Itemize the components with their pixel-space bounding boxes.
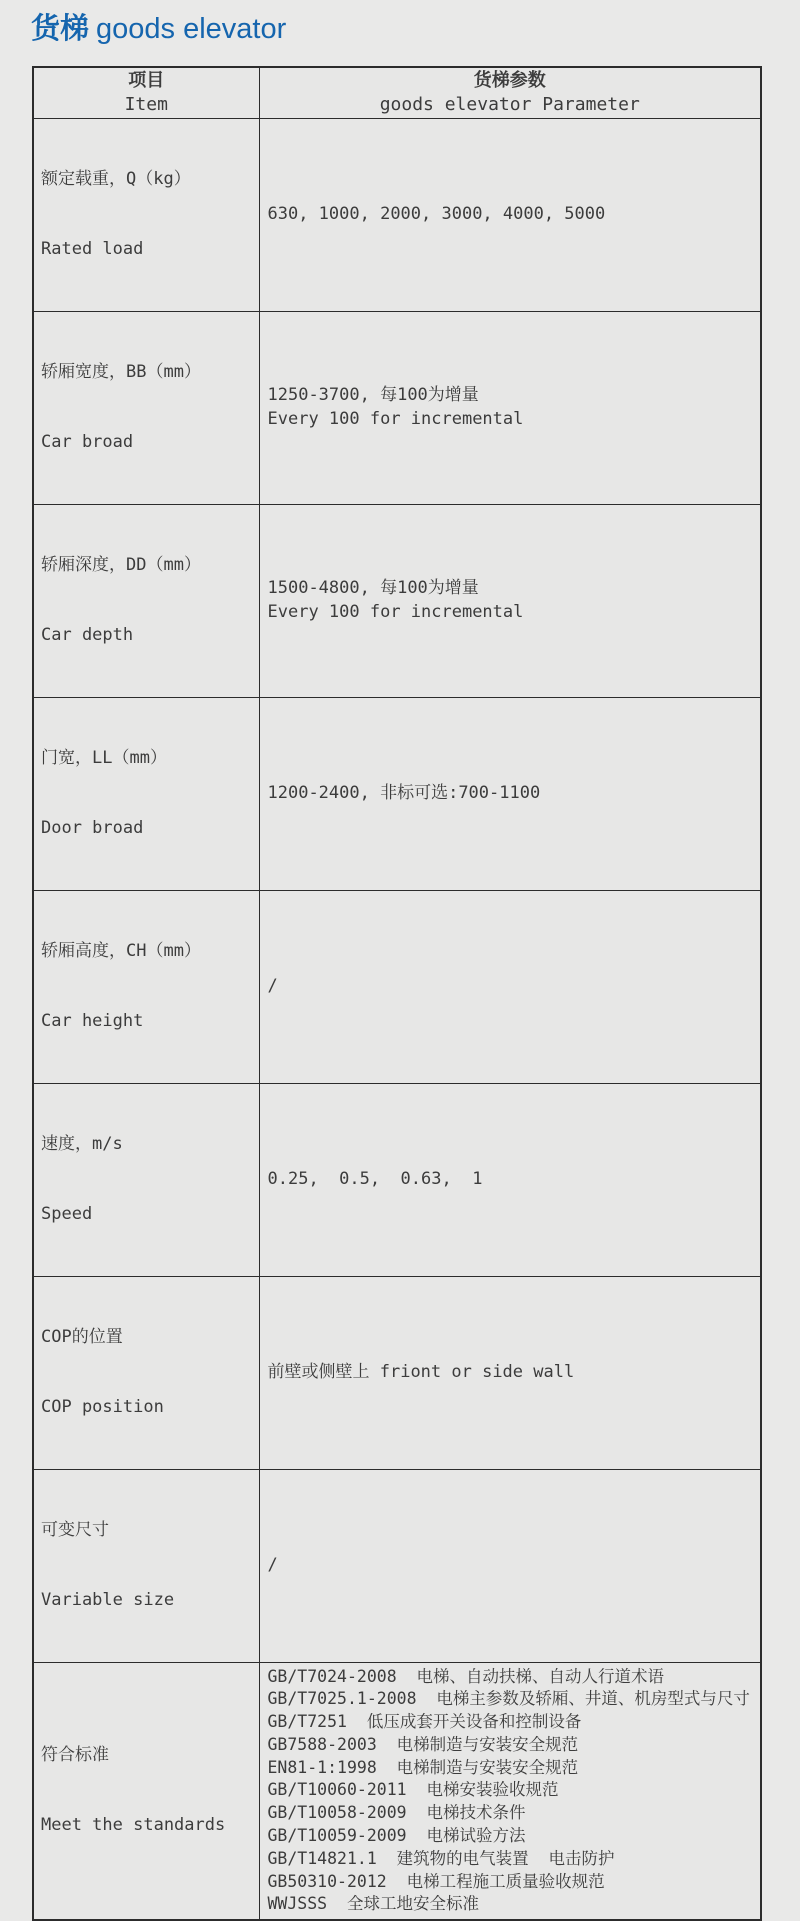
item-label-en: Car depth	[41, 625, 134, 645]
table-row-variable-size	[33, 1469, 761, 1662]
item-label-en: Rated load	[41, 239, 144, 259]
item-label-en: COP position	[41, 1397, 164, 1417]
item-label-zh: 轿厢深度，DD（mm）	[41, 554, 201, 575]
item-label-en: Car height	[41, 1011, 144, 1031]
item-label-zh: 轿厢高度，CH（mm）	[41, 940, 201, 961]
table-row-cop-position	[33, 1276, 761, 1469]
value-cell-door-broad: 1200-2400, 非标可选:700-1100	[259, 697, 761, 890]
table-row-meet-the-standards	[33, 1662, 761, 1920]
goods-elevator-parameter-table	[32, 66, 762, 1921]
value-cell-variable-size: /	[259, 1469, 761, 1662]
table-row-car-depth	[33, 504, 761, 697]
header-parameter-zh: 货梯参数	[473, 70, 546, 92]
item-cell-car-depth	[33, 504, 259, 697]
table-row-speed	[33, 1083, 761, 1276]
value-cell-cop-position: 前壁或侧壁上 friont or side wall	[259, 1276, 761, 1469]
item-cell-cop-position	[33, 1276, 259, 1469]
page-title-zh: 货梯	[31, 13, 90, 45]
table-row-car-height	[33, 890, 761, 1083]
header-item-en: Item	[124, 94, 168, 116]
header-parameter-en: goods elevator Parameter	[379, 94, 640, 116]
item-label-zh: COP的位置	[41, 1326, 123, 1347]
item-label-zh: 轿厢宽度，BB（mm）	[41, 361, 201, 382]
value-cell-car-depth: 1500-4800, 每100为增量 Every 100 for incremental	[259, 504, 761, 697]
item-cell-car-height	[33, 890, 259, 1083]
item-cell-speed	[33, 1083, 259, 1276]
item-label-zh: 额定载重，Q（kg）	[41, 168, 191, 189]
page-title-en: goods elevator	[96, 13, 287, 45]
header-parameter	[259, 67, 761, 118]
item-label-zh: 符合标准	[41, 1744, 109, 1765]
item-label-zh: 门宽，LL（mm）	[41, 747, 167, 768]
page-title	[31, 12, 286, 46]
item-label-zh: 速度，m/s	[41, 1133, 123, 1154]
table-row-rated-load	[33, 118, 761, 311]
item-label-en: Variable size	[41, 1590, 175, 1610]
table-row-door-broad	[33, 697, 761, 890]
value-cell-standards-list: GB/T7024-2008 电梯、自动扶梯、自动人行道术语 GB/T7025.1-2008 电梯主参数及轿厢、井道、机房型式与尺寸 GB/T7251 低压成套开关设备和控制设备 GB7588-2003 电梯制造与安装安全规范 EN81-1:1998 电梯制造与安装安全规范 GB/T10060-2011 电梯安装验收规范 GB/T10058-2009 电梯技术条件 GB/T10059-2009 电梯试验方法 GB/T14821.1 建筑物的电气装置 电击防护 GB50310-2012 电梯工程施工质量验收规范 WWJSSS 全球工地安全标准	[259, 1662, 761, 1920]
item-label-en: Meet the standards	[41, 1815, 226, 1836]
value-cell-car-height: /	[259, 890, 761, 1083]
item-cell-car-broad	[33, 311, 259, 504]
value-cell-speed: 0.25, 0.5, 0.63, 1	[259, 1083, 761, 1276]
value-cell-car-broad: 1250-3700, 每100为增量 Every 100 for incremental	[259, 311, 761, 504]
item-label-zh: 可变尺寸	[41, 1519, 109, 1540]
item-cell-variable-size	[33, 1469, 259, 1662]
item-label-en: Door broad	[41, 818, 144, 838]
item-label-en: Car broad	[41, 432, 134, 452]
header-item-zh: 项目	[128, 70, 165, 92]
item-cell-meet-the-standards	[33, 1662, 259, 1920]
item-label-en: Speed	[41, 1204, 93, 1224]
table-header-row	[33, 67, 761, 118]
item-cell-rated-load	[33, 118, 259, 311]
table-row-car-broad	[33, 311, 761, 504]
header-item	[33, 67, 259, 118]
value-cell-rated-load: 630, 1000, 2000, 3000, 4000, 5000	[259, 118, 761, 311]
item-cell-door-broad	[33, 697, 259, 890]
